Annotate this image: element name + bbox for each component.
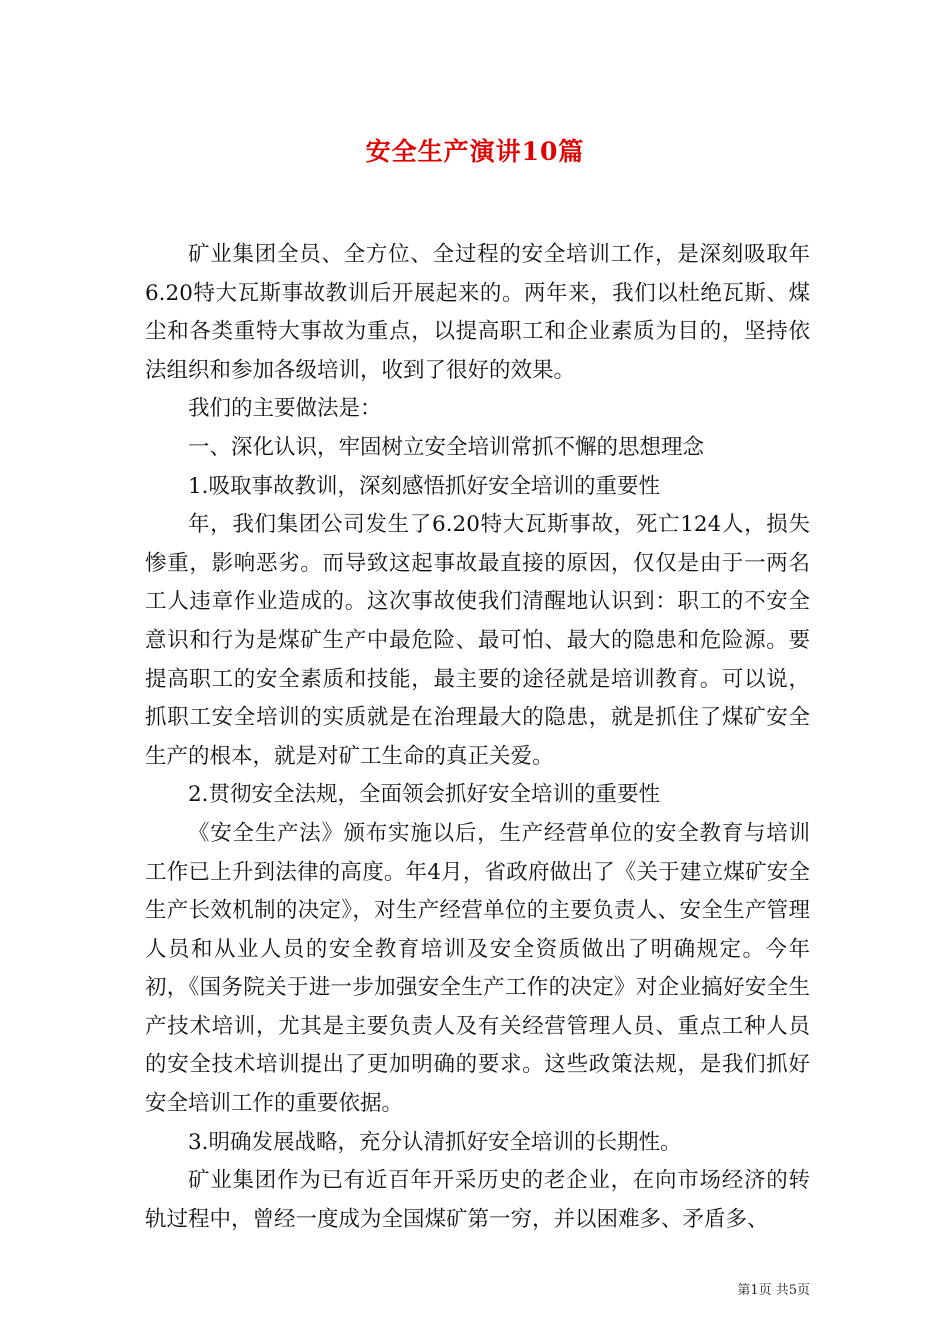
page-number: 第1页 共5页 <box>737 1283 810 1298</box>
subsection-heading: 1.吸取事故教训，深刻感悟抓好安全培训的重要性 <box>188 473 661 499</box>
paragraph: 我们的主要做法是： <box>188 396 382 422</box>
document-title: 安全生产演讲10篇 <box>365 137 585 166</box>
subsection-heading: 2.贯彻安全法规，全面领会抓好安全培训的重要性 <box>188 782 661 808</box>
paragraph: 《安全生产法》颁布实施以后，生产经营单位的安全教育与培训工作已上升到法律的高度。年4月，省政府做出了《关于建立煤矿安全生产长效机制的决定》，对生产经营单位的主要负责人、安全生产管理人员和从业人员的安全教育培训及安全资质做出了明确规定。今年初，《国务院关于进一步加强安全生产工作的决定》对企业搞好安全生产技术培训，尤其是主要负责人及有关经营管理人员、重点工种人员的安全技术培训提出了更加明确的要求。这些政策法规，是我们抓好安全培训工作的重要依据。 <box>145 820 810 1117</box>
paragraph: 矿业集团全员、全方位、全过程的安全培训工作，是深刻吸取年6.20特大瓦斯事故教训后开展起来的。两年来，我们以杜绝瓦斯、煤尘和各类重特大事故为重点，以提高职工和企业素质为目的，坚持依法组织和参加各级培训，收到了很好的效果。 <box>145 242 810 383</box>
subsection-heading: 3.明确发展战略，充分认清抓好安全培训的长期性。 <box>188 1129 682 1155</box>
section-heading: 一、深化认识，牢固树立安全培训常抓不懈的思想理念 <box>188 434 705 460</box>
paragraph: 年，我们集团公司发生了6.20特大瓦斯事故，死亡124人，损失惨重，影响恶劣。而导致这起事故最直接的原因，仅仅是由于一两名工人违章作业造成的。这次事故使我们清醒地认识到：职工的不安全意识和行为是煤矿生产中最危险、最可怕、最大的隐患和危险源。要提高职工的安全素质和技能，最主要的途径就是培训教育。可以说，抓职工安全培训的实质就是在治理最大的隐患，就是抓住了煤矿安全生产的根本，就是对矿工生命的真正关爱。 <box>145 512 810 769</box>
paragraph: 矿业集团作为已有近百年开采历史的老企业，在向市场经济的转轨过程中，曾经一度成为全国煤矿第一穷，并以困难多、矛盾多、 <box>145 1168 810 1232</box>
document-body <box>145 236 810 1239</box>
